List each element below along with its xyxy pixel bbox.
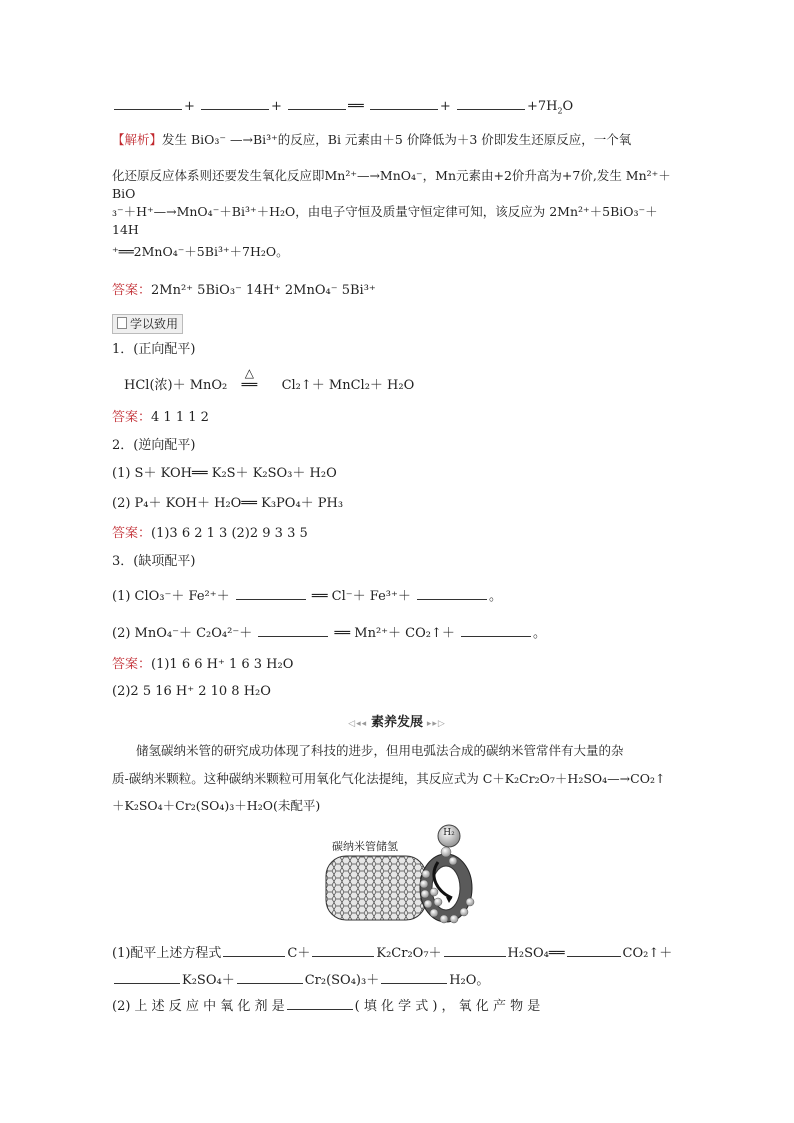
q1-answer: 答案：4 1 1 1 2 <box>112 410 209 425</box>
blank[interactable] <box>444 944 506 957</box>
blank[interactable] <box>114 97 182 110</box>
q3-answer-2: (2)2 5 16 H⁺ 2 10 8 H₂O <box>112 684 271 699</box>
blank[interactable] <box>417 587 487 600</box>
blank[interactable] <box>223 944 285 957</box>
analysis-tag: 【解析】 <box>112 132 163 147</box>
heat-symbol-icon: △ <box>244 366 255 380</box>
nanotube-illustration <box>318 822 476 932</box>
blank[interactable] <box>381 971 447 984</box>
answer-main: 答案：2Mn²⁺ 5BiO₃⁻ 14H⁺ 2MnO₄⁻ 5Bi³⁺ <box>112 283 376 298</box>
blank[interactable] <box>287 997 353 1010</box>
left-arrows-icon: ◁◂◂ <box>348 719 371 729</box>
h2-label: H₂ <box>443 828 455 838</box>
analysis-line-2: 化还原反应体系则还要发生氧化反应即Mn²⁺—→MnO₄⁻，Mn元素由+2价升高为+7价,发生 Mn²⁺＋BiO <box>112 168 671 201</box>
top-equation: + + ══ + $+7H_2O$ <box>112 97 573 121</box>
passage-line-3: ＋K₂SO₄＋Cr₂(SO₄)₃＋H₂O(未配平) <box>112 798 321 813</box>
q2-title: 2．(逆向配平) <box>112 438 196 453</box>
passage-line-1: 储氢碳纳米管的研究成功体现了科技的进步，但用电弧法合成的碳纳米管常伴有大量的杂 <box>136 743 624 758</box>
right-arrows-icon: ▸▸▷ <box>423 719 446 729</box>
q3-equation-2: (2) MnO₄⁻＋ C₂O₄²⁻＋ ══ Mn²⁺＋ CO₂↑＋ 。 <box>112 626 547 641</box>
section-title: ◁◂◂ 素养发展 ▸▸▷ <box>348 715 446 730</box>
q2-equation-1: (1) S＋ KOH══ K₂S＋ K₂SO₃＋ H₂O <box>112 466 337 481</box>
analysis-line-4: ⁺══2MnO₄⁻＋5Bi³⁺＋7H₂O。 <box>112 244 289 259</box>
fill-line-3: (2) 上 述 反 应 中 氧 化 剂 是 ( 填 化 学 式 ) ， 氧 化 产 物 是 <box>112 999 541 1014</box>
q1-equation: HCl(浓)＋ MnO₂ △ ══ Cl₂↑＋ MnCl₂＋ H₂O <box>124 366 415 393</box>
q3-title: 3．(缺项配平) <box>112 554 196 569</box>
blank[interactable] <box>237 971 303 984</box>
q3-answer-1: 答案：(1)1 6 6 H⁺ 1 6 3 H₂O <box>112 657 294 672</box>
blank[interactable] <box>567 944 621 957</box>
blank[interactable] <box>201 97 269 110</box>
heating-equals: △ ══ <box>231 377 267 395</box>
blank[interactable] <box>114 971 180 984</box>
q3-equation-1: (1) ClO₃⁻＋ Fe²⁺＋ ══ Cl⁻＋ Fe³⁺＋ 。 <box>112 589 502 604</box>
blank[interactable] <box>461 624 531 637</box>
blank[interactable] <box>258 624 328 637</box>
blank[interactable] <box>288 97 346 110</box>
blank[interactable] <box>457 97 525 110</box>
illustration-caption: 碳纳米管储氢 <box>332 840 398 853</box>
fill-line-2: K₂SO₄＋ Cr₂(SO₄)₃＋ H₂O。 <box>112 971 489 990</box>
q2-answer: 答案：(1)3 6 2 1 3 (2)2 9 3 3 5 <box>112 526 308 541</box>
q2-equation-2: (2) P₄＋ KOH＋ H₂O══ K₃PO₄＋ PH₃ <box>112 496 344 511</box>
blank[interactable] <box>312 944 374 957</box>
book-icon <box>117 317 127 329</box>
analysis-line-3: ₃⁻＋H⁺—→MnO₄⁻＋Bi³⁺＋H₂O，由电子守恒及质量守恒定律可知，该反应为 2Mn²⁺＋5BiO₃⁻＋14H <box>112 204 658 237</box>
practice-badge: 学以致用 <box>112 314 183 334</box>
blank[interactable] <box>236 587 306 600</box>
analysis-line-1: 【解析】发生 BiO₃⁻ —→Bi³⁺的反应，Bi 元素由＋5 价降低为＋3 价即发生还原反应，一个氧 <box>112 132 632 147</box>
q1-title: 1．(正向配平) <box>112 342 196 357</box>
passage-line-2: 质-碳纳米颗粒。这种碳纳米颗粒可用氧化气化法提纯，其反应式为 C＋K₂Cr₂O₇＋H₂SO₄—→CO₂↑ <box>112 771 666 786</box>
fill-line-1: (1)配平上述方程式 C＋ K₂Cr₂O₇＋ H₂SO₄══ CO₂↑＋ <box>112 946 673 961</box>
blank[interactable] <box>370 97 438 110</box>
